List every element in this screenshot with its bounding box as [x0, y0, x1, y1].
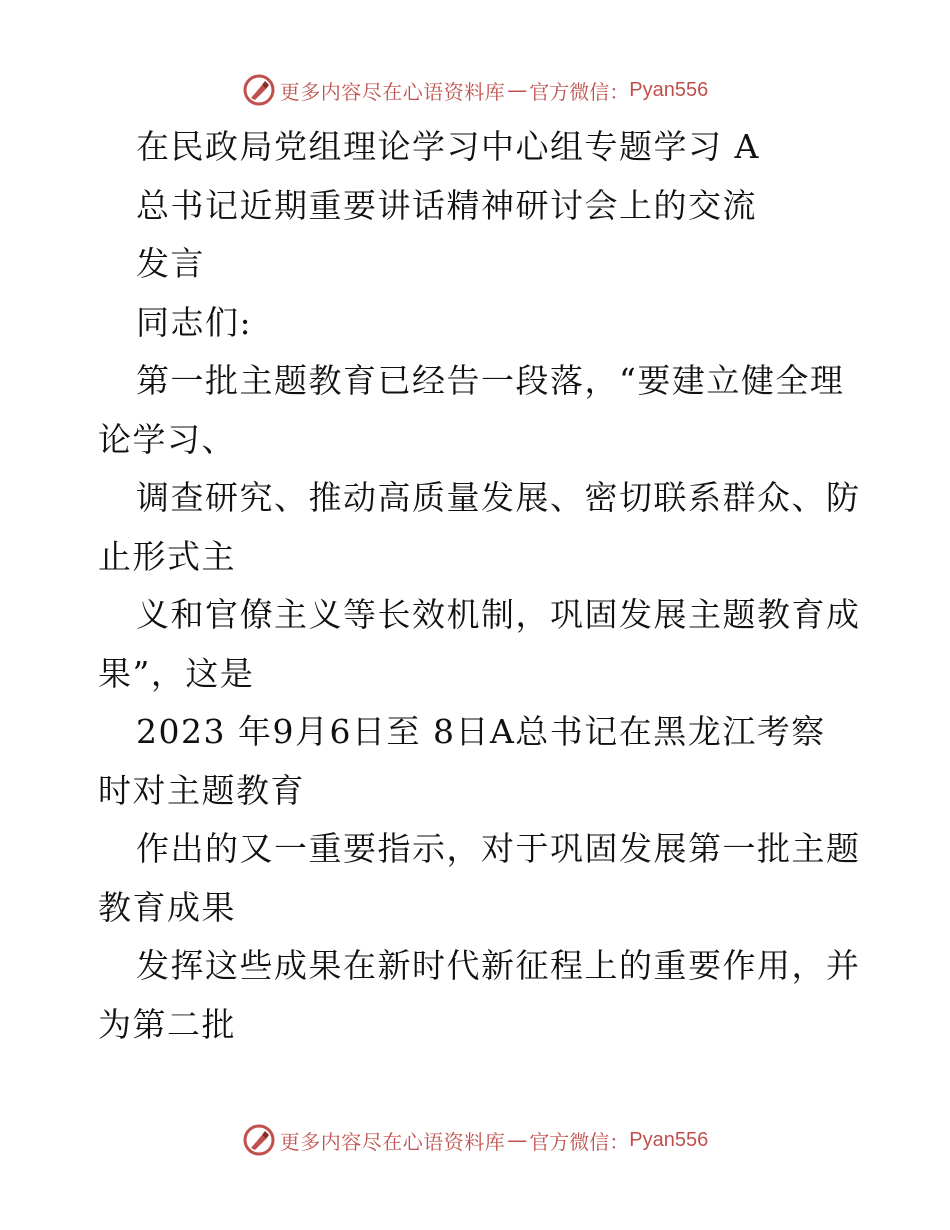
text-line: 总书记近期重要讲话精神研讨会上的交流 — [136, 185, 757, 225]
watermark-separator: — — [507, 1128, 528, 1152]
text-line: 第一批主题教育已经告一段落，“要建立健全理 — [136, 361, 845, 400]
pen-logo-icon — [242, 73, 276, 107]
text-line: 论学习、 — [98, 419, 236, 459]
text-line: 2023 年9月6日至 8日A总书记在黑龙江考察 — [136, 712, 826, 751]
text-line: 果”，这是 — [98, 653, 255, 693]
pen-logo-icon — [242, 1123, 276, 1157]
watermark-text: 更多内容尽在心语资料库 — [279, 79, 506, 104]
footer-watermark — [0, 1120, 950, 1160]
watermark-id: Pyan556 — [629, 1128, 709, 1151]
watermark-label: 官方微信： — [529, 1129, 630, 1154]
text-line: 发言 — [136, 244, 205, 283]
header-watermark — [0, 70, 950, 110]
document-body — [98, 118, 861, 1054]
text-line: 时对主题教育 — [98, 770, 305, 810]
watermark-text: 更多内容尽在心语资料库 — [279, 1129, 506, 1154]
watermark-separator: — — [507, 78, 528, 102]
text-line: 作出的又一重要指示，对于巩固发展第一批主题 — [136, 829, 861, 868]
text-line: 在民政局党组理论学习中心组专题学习 A — [136, 127, 760, 166]
text-line: 义和官僚主义等长效机制，巩固发展主题教育成 — [136, 595, 861, 634]
text-line: 止形式主 — [98, 536, 236, 576]
text-line: 发挥这些成果在新时代新征程上的重要作用，并 — [136, 946, 861, 985]
watermark-id: Pyan556 — [629, 78, 709, 101]
text-line: 教育成果 — [98, 887, 236, 927]
text-line: 同志们: — [136, 302, 253, 342]
watermark-label: 官方微信： — [529, 79, 630, 104]
text-line: 调查研究、推动高质量发展、密切联系群众、防 — [136, 478, 861, 517]
text-line: 为第二批 — [98, 1004, 236, 1044]
